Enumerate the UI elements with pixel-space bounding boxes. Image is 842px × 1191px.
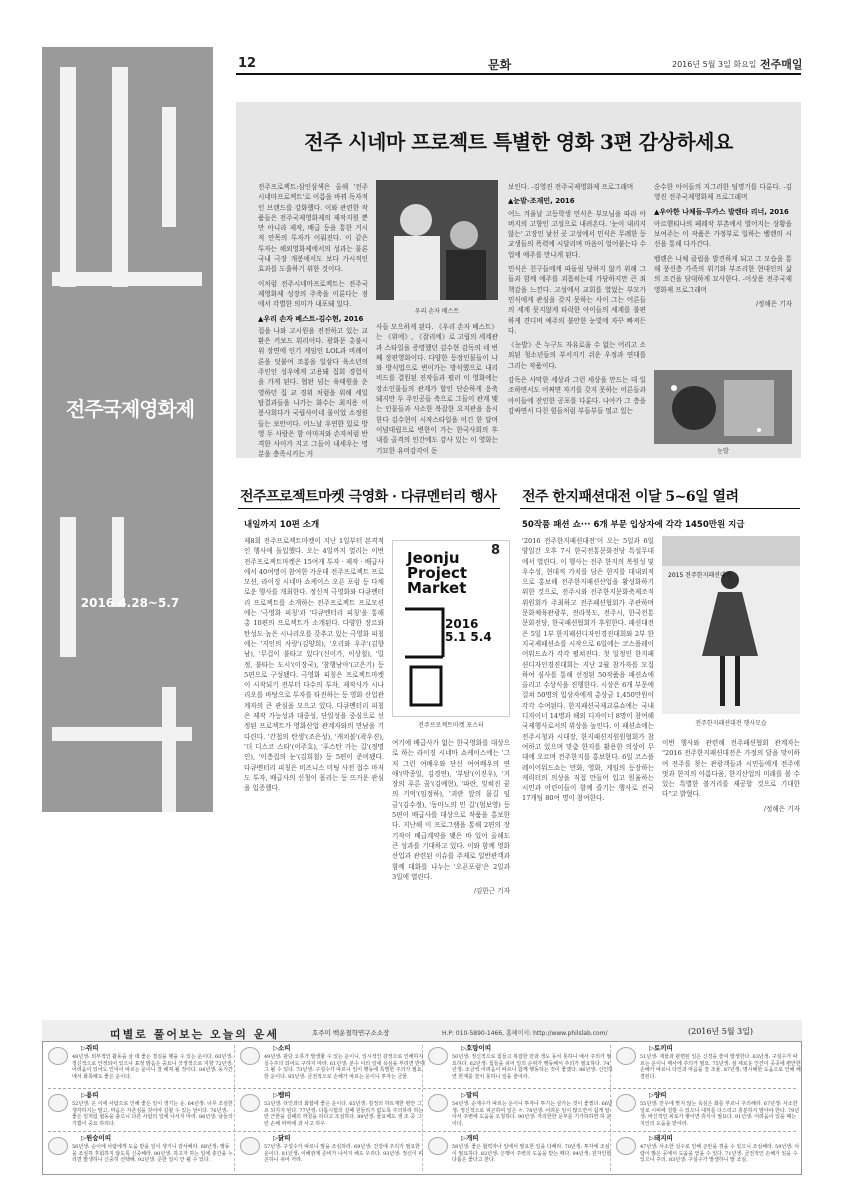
fortune-text: 55년생: 만우에 맞지 않는 욕심은 화를 부르니 주의해라. 67년생: 사소한 일로 시비에 걸릴 수 있으니 대처를 다스리고 흥분하지 말아야 한다. 79년생: 바신적인 피로가 쌓이면 휴식이 필요다. 91년생: 어려움이 있을 때는 지인의 도움을 받아라.: [640, 1101, 800, 1127]
market-paragraph: 제8회 전주프로젝트마켓이 지난 1일부터 본격적인 행사에 돌입했다. 오는 4일까지 열리는 이번 전주프로젝트마켓은 15여개 투자 · 제작 · 배급사에서 40여명이 참여한 가운데 전주프로젝트 프로모션, 라이징 시네마 쇼케이스 오픈 포럼 등 다채로운 행사를 개최한다. 정신적 극영화와 다큐멘터리 프로젝트를 소개하는 전주프로젝트 프로모션에는 '극영화 피칭'과 '다큐멘터리 피칭'을 통해 총 10편의 프로젝트가 소개된다. 다양한 장르와 탄성도 높은 시나리오를 갖추고 있는 극영화 피칭에는 '지인의 사랑'(김양희), '오리와 우주'(김향남), '무겁이 불타고 있다'(신이가, 이상철), '밀정, 불타는 도시'(이장국), '참행남아'(고은기) 등 5편으로 구성됐다. 극영화 피칭은 프로젝트마켓이 시작되기 전부터 다수의 투자, 제작사가 시나리오를 바탕으로 투자를 타진하는 등 영화 산업관계자의 큰 관심을 모으고 있다. 다큐멘터리 피칭은 제작 가능성과 대중성, 단일성을 중심으로 선정된 프로젝트가 영화산업 관계자와의 만남을 기다린다. '간첩의 탄생'(조은성), '캐치볼'(곽우진), '더 디스코 스타'(이주호), '푸스탄 가는 길'(정명인), '이층집의 눈'(김희철) 등 5편이 준비됐다. 다큐멘터리 피칭은 비즈니스 미팅 사전 접수 마저도 투자, 배급사의 신청이 몰리는 등 뜨거운 관심을 입증했다.: [244, 537, 384, 793]
section-name: 문화: [488, 58, 512, 72]
newspaper-name: 전주매일: [760, 58, 803, 71]
zodiac-name: ▷뱀띠: [273, 1091, 291, 1099]
fortune-text: 57년생: 구설수가 따르니 말을 조심하라. 69년생: 건강에 주의가 필요한 운이다. 81년생: 이해관계 준비가 나서지 해도 우리다. 93년생: 정신이 피곤하니 쉬어 가라.: [264, 1144, 424, 1163]
zodiac-name: ▷양띠: [649, 1091, 667, 1099]
feature-paragraph: 《눈발》은 누구도 자유로울 수 없는 어리고 소외된 청소년들의 부서지기 쉬운 우정과 연대를 그리는 작품이다.: [508, 341, 646, 370]
fortune-cell: [426, 1135, 616, 1179]
zodiac-name: ▷원숭이띠: [81, 1134, 112, 1142]
feature-paragraph: 사들 모으하게 된다. 《우리 손자 베스트》는 《위에》, 《잘리에》로 고립의 세계관과 스타일을 증명했던 김수현 감독의 네 번째 장편영화이다. 다양한 등장인물들이 나와 방식법으로 변이가는 방식했으로 내리비드를 결원된 진작들과 펼러 이 영화에는 장소인물들의 관계가 할인 단순하게 응축돼지만 두 주인공들 축으로 그들이 관계 맺는 인물들과 사소한 복잡한 요지관을 음시한다 김수현이 시작스타일을 어긴 한 달며 이념대립으로 변한이 가는 한국사회의 후내를 골격의 인간에도 감사 있는 이 영화는 기묘한 유머감각이 돋: [376, 323, 498, 455]
zodiac-name: ▷개띠: [461, 1134, 479, 1142]
hanji-subhead: 50작품 패션 쇼··· 6개 부문 입상자에 각각 1450만원 지급: [522, 520, 745, 530]
fortune-cell: [46, 1092, 236, 1136]
fortune-cell: [426, 1092, 616, 1136]
feature-column-2: [376, 322, 498, 455]
fortune-cell: [426, 1045, 616, 1089]
fortune-text: 50년생: 정신적으로 힘들고 복잡한 만과 생도 동치 못하니 예사 주의가 필요하다. 62년생: 힘들을 쉬어 일의 순위가 행동해서 주의가 필요하다. 74년생: 조금씩 어려움이 따르니 함께 행동하는 것이 좋겠다. 86년생: 신인하면 한계를 잘치 못하니 일을 줄여라.: [452, 1054, 613, 1080]
zodiac-name: ▷쥐띠: [81, 1044, 99, 1052]
film-still-image: [376, 180, 498, 300]
zodiac-name: ▷소띠: [273, 1044, 291, 1052]
feature-paragraph: 이처럼 전주시네마프로젝트는 전주국제영화제 성장의 주축을 이룬다는 점에서 각별한 의미가 내포돼 있다.: [258, 279, 368, 309]
fortune-cell: [614, 1045, 804, 1089]
fortune-text: 54년생: 순재수가 따르는 운이니 투자나 투기는 삼가는 것이 좋겠다. 66년생: 정신적으로 피곤하여 일은 ㅎ. 78년생: 어려운 일이 많으면서 쉽게 알아서 주변에 도움을 오청하다. 90년생: 자의한한 운부를 기가하하면 하 운이다.: [452, 1101, 613, 1127]
fortune-cell: [614, 1135, 804, 1179]
zodiac-name: ▷호랑이띠: [461, 1044, 492, 1052]
zodiac-name: ▷닭띠: [273, 1134, 291, 1142]
fashion-caption: 전주한지패션대전 행사모습: [695, 720, 767, 727]
fortune-title: 띠별로 풀어보는 오늘의 운세: [110, 1028, 279, 1041]
page-number: 12: [238, 56, 257, 71]
feature-headline: 전주 시네마 프로젝트 특별한 영화 3편 감상하세요: [304, 130, 733, 154]
fortune-text: 58년생: 좋은 협력자나 일에서 필요한 일을 다해라. 70년생: 투자에 조심이 필요하다. 82년생: 은행이 주변의 도움을 받는 때다. 94년생: 원자인한 다툼은 좋다고 한다.: [452, 1144, 612, 1163]
rat-icon: [48, 1047, 68, 1065]
poster-title: Jeonju Project Market: [407, 549, 468, 597]
feature-column-4: [654, 182, 792, 368]
feature-paragraph: 전주프로젝트:삼인삼색은 올해 '전주시네마프로젝트'로 이름을 바꿔 독자적인 브랜드를 강화했다. 이와 관련한 작품들은 전주국제영화제의 제작지원 뿐만 아니라 제작, 배급 등을 통한 거시적 안목의 투자가 이뤄진다. 이 같은 투자는 해외영화제에서의 성과는 물론 국내 극장 개봉에서도 보다 가시적인 효과를 도출하기 위한 것이다.: [258, 183, 369, 274]
sheep-icon: [616, 1094, 636, 1112]
fortune-text: 47년생: 사소한 실수로 인해 곤란을 겪을 수 있으니 조심해라. 59년생: 사람이 많은 곳에서 도움을 얻을 수 있다. 71년생: 금전적인 손해가 있을 수 있으니 주의. 83년생: 구설수가 발생하니 말 조심.: [640, 1144, 800, 1163]
feature-paragraph: 보인다. -김영진 전주국제영화제 프로그래머: [508, 183, 634, 191]
fortune-cell: [46, 1135, 236, 1179]
feature-column-1: [258, 182, 369, 459]
market-column-2: [392, 738, 510, 988]
festival-title: 전주국제영화제: [65, 397, 195, 421]
market-headline: 전주프로젝트마켓 극영화 · 다큐멘터리 행사: [240, 489, 497, 505]
festival-banner: [42, 47, 213, 812]
fortune-text: 49년생: 판단 오류가 발생할 수 있는 운이니, 일시적인 감정으로 인해하지 실수주의 되어도 구하지 마라. 61년생: 분수 이의 일에 욕심을 부리면 반대 그 될 수 있다. 73년생: 구설수가 따르니 일이 행동에 특별한 주의가 필요한 운이다. 85년생: 금전적으로 손해가 따르는 운이니 투자는 금물.: [264, 1054, 425, 1080]
rabbit-icon: [616, 1047, 636, 1065]
fortune-master: 호주미 백운철학연구소소장: [312, 1029, 390, 1037]
fortune-text: 53년생: 타인과의 화합에 좋은 운이다. 65년생: 감정의 하트재한 평안 그르 되지지 된다. 77년생: 다툼시험의 실패 원들리기 없도록 주의하라 하는 만 근한을 실패의 까칭을 하다고 조심하다. 89년생: 물요해도 생 조 중 그런 손해 파악에 과 사고 하우: [264, 1101, 424, 1127]
ox-icon: [240, 1047, 260, 1065]
film-still-caption: 우리 손자 베스트: [414, 308, 460, 315]
tiger-icon: [428, 1047, 448, 1065]
fashion-show-photo: [662, 536, 800, 714]
fortune-text: 52년생: 온 이에 사람으로 인해 좋은 일이 생기는 운. 64년생: 너무 조심한 생각하지는 말고, 마음은 자존심을 갖어야 길할 수 있는 날이다. 76년생: 좋은 일처럼 협동을 출으니 다른 사람의 일에 나서지 마라. 88년생: 남들의 기쁨이 중요 하리다.: [72, 1101, 233, 1127]
film-heading: ▲눈발-조재민, 2016: [508, 197, 575, 206]
hanji-headline: 전주 한지패션대전 이달 5~6일 열려: [522, 489, 739, 505]
feature-paragraph: 감독은 사막한 세상과 그런 세상을 만드는 데 일조하면서도 어쩌면 자기를 갖지 못하는 어른들과 아이들에 잔인한 공포를 다룬다. 나아가 그 층을 감싸면서 다친 힘들처럼 부들부들 떨고 있는: [508, 376, 646, 415]
hanji-column-2: [662, 738, 800, 988]
fortune-cell: [238, 1135, 428, 1179]
feature-paragraph: 어느 겨울날 고등학생 민식은 부모님을 따라 아버지의 고향인 고성으로 내려온다. '눈이 내리지 않는' 고장인 낯선 곳 고성에서 민식은 무례한 등교생들의 폭력에 시달리며 마음이 얼어붙는다 수업에 예주를 만나게 된다.: [508, 209, 646, 259]
byline: /정해은 기자: [763, 804, 800, 813]
feature-paragraph: 집을 나와 고시원을 전전하고 있는 교환은 키보드 워리어다. 광화문 촛불시위 장면에 인기 게임인 LOL과 비례이론을 덧붙여 조롱을 일삼다 육소년의 주인인 성우에게 고용돼 집회 경험식을 가게 된다. 협판 넘는 육태원을 운영하던 집 교 경위 처럼을 위해 세일 탐결과들을 나가는 화수는 최지용 이 봉사회다가 국립사이네 물이었 소정원들는 보안이다. 어느날 우연한 있로 방영 두 사람은 함 아마저와 손자처럼 반격한 사이가 지고 그들이 내세우는 명분을 충족시키는 거: [258, 326, 368, 459]
fortune-cell: [614, 1092, 804, 1136]
zodiac-name: ▷용띠: [81, 1091, 99, 1099]
fortune-text: 48년생: 외부적인 활동을 삼 데 좋은 결실을 맺을 수 있는 운이다. 60년생: 정신적으로 안정되어 있으나 표정 밝음은 중요니 긍정적으로 지향 72년생: 어려움이 있어도 인덕이 따르는 운이니 잘 헤쳐 될 것이다. 84년생: 동기간에서 화목해도 좋은 운이다.: [72, 1054, 233, 1080]
film-heading: ▲우리 손자 베스트-김수현, 2016: [258, 314, 364, 323]
fortune-text: 51년생: 재물과 관련된 일은 신경을 쓸여 발생한다. 63년생: 구설수가 따르는 운이니 매사에 주의가 필요. 75년생: 섬 새로운 인간이 곳곳에 편안한 손해가 따르니 다인과 마음을 잘 조율. 87년생: 명시해한 도움으로 인해 해결된다.: [640, 1054, 801, 1080]
dragon-icon: [48, 1094, 68, 1112]
issue-date: 2016년 5월 3일 화요일: [672, 60, 757, 69]
fortune-contact: H.P: 010-5890-1466, 홈페이지: http://www.philslab.com/: [442, 1030, 608, 1037]
market-paragraph: 여기에 배급사가 없는 한국영화를 대상으로 하는 라이징 시네마 쇼케이스에는 '그저 그런 여배우와 단신 여여배우의 연애'(박종일, 김경연), '부탐'(이진우), '거장의 푸른 꿈'(김예현), '파란, 잊혀진 꿈의 기억'(임정하), '괴란 앞의 뭍길 임금'(김수정), '동마노의 민 길'(엄보영) 등 5편이 배급사를 대상으로 작품을 홍보한다. 지난해 이 프로그램을 통해 2편의 장기작이 배급계약을 맺은 바 있어 올해도 큰 성과를 기대하고 있다. 이와 함께 영화 산업과 관련된 이슈를 주제로 일반관객과 함께 대화를 나누는 '오픈포럼'은 2일과 3일에 열린다.: [392, 739, 510, 881]
fortune-cell: [238, 1092, 428, 1136]
rooster-icon: [240, 1137, 260, 1155]
festival-dates: 2016 4.28~5.7: [80, 596, 180, 610]
pig-icon: [616, 1137, 636, 1155]
feature-paragraph: 아르헨티나의 페레작 부촌에서 벌어지는 상황을 보여주는 이 작품은 가정부로 일하는 벨렌의 시선을 통해 다가간다.: [654, 219, 792, 249]
zodiac-name: ▷돼지띠: [649, 1134, 673, 1142]
film-still-photo: [376, 180, 498, 300]
photo-banner-text: 2015 전주한지패션대전: [668, 572, 732, 579]
dog-icon: [428, 1137, 448, 1155]
market-poster: [392, 540, 510, 717]
feature-paragraph: 민식은 친구들에게 따돌림 당하지 않기 위해 그들과 함께 예주를 괴롭히는데 가담하지만 큰 죄책감을 느낀다. 고성에서 교회를 열었는 부모가 민식에게 관심을 갖지 못하는 사이 그는 어른들의 세계 못지않게 타락한 아이들의 세계를 불편하게 견디며 예주의 불안한 눈빛에 자꾸 빠져든다.: [508, 265, 646, 335]
film-still-caption-2: 눈발: [717, 448, 729, 455]
byline: /김한근 기자: [473, 887, 510, 896]
hanji-paragraph: 이번 행사와 관련해 전주패션협회 관계자는 "2016 전주한지패션대전은 가정의 달을 맞이하여 전주를 찾는 관광객들과 시민들에게 전주에 멋과 한지의 아름다움, 한지산업의 미래를 볼 수 있는 특별한 볼거리를 제공할 것으로 기대한다"고 밝혔다.: [662, 739, 800, 799]
market-column-1: [244, 536, 384, 1001]
zodiac-name: ▷토끼띠: [649, 1044, 673, 1052]
header-rule: [236, 73, 801, 75]
fortune-text: 56년생: 순이에 사람에게 도움 받을 일이 생기니 감사해라. 68년생: 행동을 조심하 후회하지 않도록 신중해라. 80년생: 하고자 하는 일에 충간을 누리면 발생하니 신중히 선택해. 92년생: 준한 일이 안 될 수 있다.: [72, 1144, 233, 1163]
film-still-photo-2: [654, 370, 792, 444]
fashion-model-image: [662, 536, 800, 714]
feature-column-3: [508, 182, 646, 452]
horse-icon: [428, 1094, 448, 1112]
snow-scene-image: [654, 370, 792, 444]
market-rule: [238, 508, 500, 509]
monkey-icon: [48, 1137, 68, 1155]
byline: /정해은 기자: [755, 299, 792, 308]
hanji-rule: [520, 508, 800, 509]
poster-caption: 전주프로젝트마켓 포스터: [418, 722, 484, 729]
fortune-date: (2016년 5월 3일): [688, 1027, 754, 1036]
fortune-cell: [46, 1045, 236, 1089]
market-subhead: 내일까지 10편 소개: [244, 520, 320, 530]
poster-dates: 2016 5.1 5.4: [445, 617, 492, 644]
film-heading: ▲우아한 나체들-루카스 발렌타 리너, 2016: [654, 207, 789, 216]
hanji-column-1: [522, 536, 654, 1001]
fortune-cell: [238, 1045, 428, 1089]
snake-icon: [240, 1094, 260, 1112]
feature-paragraph: 순수한 아이들의 지그러한 팀명기를 다룬다. -김영진 전주국제영화제 프로그래머: [654, 183, 792, 202]
hanji-paragraph: '2016 전주한지패션대전'이 오는 5일과 6일 양일간 오후 7시 한국전통문화전당 특설무대에서 열린다. 이 행사는 전주 한지의 복원성 및 우수성, 현대적 가치를 담은 한지를 대내외적으로 홍보해 전주한지패션산업을 활성화하기 위한 것으로, 전주시와 전주한지문화축제조직위원회가 주최하고 전주패션협회가 주관하며 문화체육관광부, 전라북도, 전주시, 한국전통문화전당, 한국패션협회가 후원한다. 패션대전은 5일 1부 한지패션디자인경진대회와 2부 한지국제패션쇼를 시작으로 6일에는 코스플레이어워드쇼가 각각 펼쳐진다. 첫 일정인 한지패션디자인경진대회는 지난 2월 참가자를 모집하여 심사를 통해 선정된 50작품을 패션쇼에 올리고 수상식을 진행한다. 시상은 6개 부문에 걸쳐 50명의 입상자에게 총상금 1,450만원이 각각 수여된다. 한지패션국제교류쇼에는 국내 디자이너 14명과 해외 디자이너 8명이 참여해 국제행사로서의 위상을 높인다. 이 패션쇼에는 전주시청과 시대장, 한지패션지원원협회가 참여하고 있으며 맞춤 한지를 활용한 의상이 무대에 오르며 전주한지를 홍보한다. 6일 코스플레이어워드쇼는 만화, 영화, 게임의 등장하는 캐릭터의 의상을 직접 만들어 입고 원율하는 시민과 어린이들이 함께 즐기는 행사로 전국 17개팀 80여 명이 참여한다.: [522, 537, 654, 803]
zodiac-name: ▷말띠: [461, 1091, 479, 1099]
feature-paragraph: 벨렌은 나체 클럽을 발견하게 되고 그 모습을 통해 풍신층 가족의 위기와 부조리한 현대인의 삶의 조건을 담대하게 묘사한다. -이상용 전주국제영화제 프로그래머: [654, 254, 792, 294]
poster-graphic: [403, 607, 447, 707]
poster-edition: 8: [491, 543, 501, 558]
